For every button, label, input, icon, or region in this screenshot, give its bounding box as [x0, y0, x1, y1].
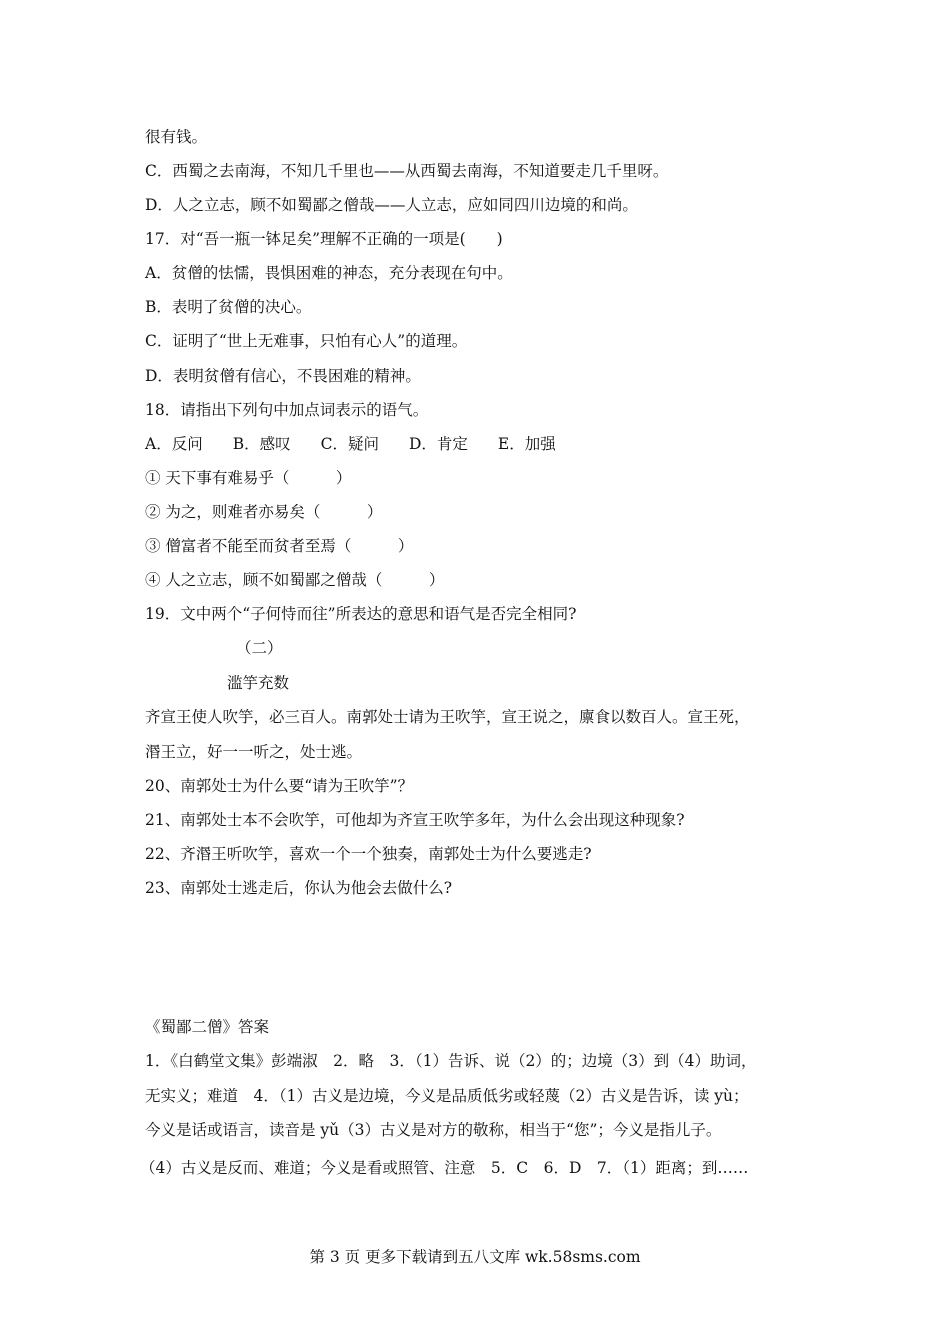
question-23: 23、南郭处士逃走后，你认为他会去做什么?: [145, 879, 453, 897]
sub-item-4: ④ 人之立志，顾不如蜀鄙之僧哉（ ）: [145, 571, 445, 589]
option-d: D．人之立志，顾不如蜀鄙之僧哉——人立志，应如同四川边境的和尚。: [145, 196, 638, 214]
tone-option-d: D．肯定: [408, 435, 468, 453]
question-20: 20、南郭处士为什么要“请为王吹竽”？: [145, 777, 414, 795]
answer-text: 今义是话或语言，读音是 yǔ（3）古义是对方的敬称，相当于“您”；今义是指儿子。: [145, 1121, 722, 1139]
sub-item-3: ③ 僧富者不能至而贫者至焉（ ）: [145, 537, 414, 555]
tone-option-a: A．反问: [145, 435, 203, 453]
question-18: 18．请指出下列句中加点词表示的语气。: [145, 401, 429, 419]
option-c: C．西蜀之去南海，不知几千里也——从西蜀去南海，不知道要走几千里呀。: [145, 162, 669, 180]
option-d: D．表明贫僧有信心，不畏困难的精神。: [145, 367, 421, 385]
option-c: C．证明了“世上无难事，只怕有心人”的道理。: [145, 332, 468, 350]
passage-title: 滥竽充数: [227, 674, 290, 692]
answer-text: 1．《白鹤堂文集》彭端淑 2．略 3．（1）告诉、说（2）的；边境（3）到（4）助词，: [145, 1052, 757, 1070]
sub-item-1: ① 天下事有难易乎（ ）: [145, 469, 352, 487]
question-19: 19．文中两个“子何恃而往”所表达的意思和语气是否完全相同?: [145, 605, 577, 623]
option-b: B．表明了贫僧的决心。: [145, 298, 312, 316]
sub-item-2: ② 为之，则难者亦易矣（ ）: [145, 503, 383, 521]
tone-option-c: C．疑问: [320, 435, 379, 453]
tone-options: [145, 434, 586, 454]
passage-text: 齐宣王使人吹竽，必三百人。南郭处士请为王吹竽，宣王说之，廪食以数百人。宣王死，: [145, 708, 750, 726]
section-heading: （二）: [236, 639, 283, 657]
page-footer: 第 3 页 更多下载请到五八文库 wk.58sms.com: [309, 1248, 641, 1266]
question-21: 21、南郭处士本不会吹竽，可他却为齐宣王吹竽多年，为什么会出现这种现象?: [145, 811, 685, 829]
answer-text: 无实义；难道 4．（1）古义是边境，今义是品质低劣或轻蔑（2）古义是告诉，读 yù；: [145, 1087, 749, 1105]
answer-heading: 《蜀鄙二僧》答案: [145, 1018, 270, 1036]
question-22: 22、齐湣王听吹竽，喜欢一个一个独奏，南郭处士为什么要逃走?: [145, 845, 592, 863]
answer-text: （4）古义是反而、难道；今义是看或照管、注意 5．C 6．D 7．（1）距离；到……: [140, 1159, 749, 1177]
tone-option-b: B．感叹: [232, 435, 291, 453]
passage-text: 湣王立，好一一听之，处士逃。: [145, 743, 363, 761]
question-17: 17．对“吾一瓶一钵足矣”理解不正确的一项是( ): [145, 230, 503, 248]
tone-option-e: E．加强: [497, 435, 556, 453]
text-line: 很有钱。: [145, 128, 208, 146]
option-a: A．贫僧的怯懦，畏惧困难的神态，充分表现在句中。: [145, 264, 513, 282]
